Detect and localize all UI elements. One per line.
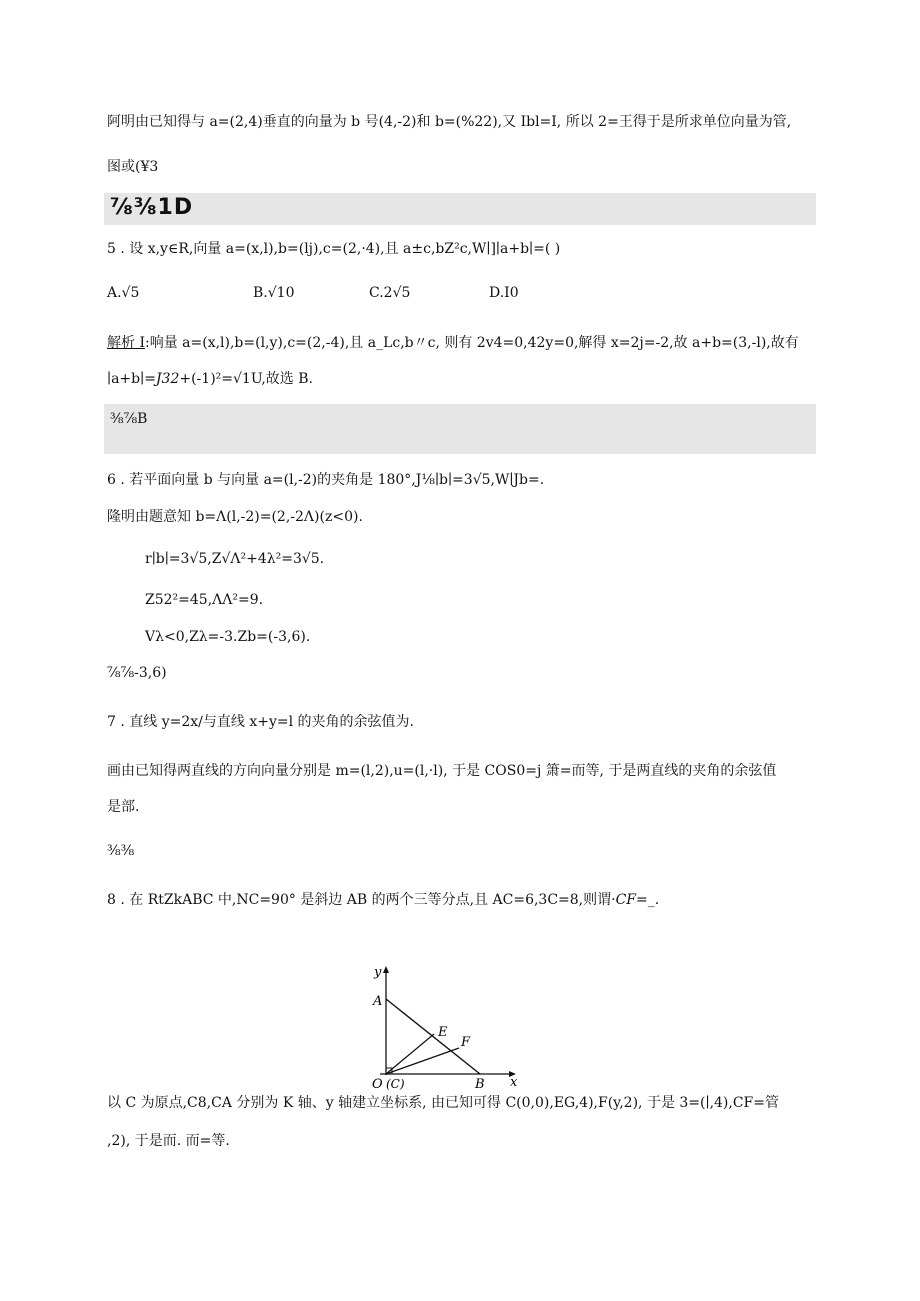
question-7-solution-line: 是部. [107, 799, 140, 815]
stem-text: 8 . 在 RtZkABC 中,NC=90° 是斜边 AB 的两个三等分点,且 AC=6,3C=8,则谓· [107, 892, 616, 908]
solution-text: :响量 a=(x,l),b=(l,y),c=(2,-4),且 a_Lc,b〃c, 则有 2v4=0,42y=0,解得 x=2j=-2,故 a+b=(3,-l),故有 [144, 335, 799, 351]
abs-sum: ∣a+b∣= [107, 371, 156, 387]
band-label: ⅞⅜1D [110, 195, 194, 220]
question-5-solution-line-1 [107, 333, 824, 353]
question-5-solution-line-2 [107, 369, 824, 389]
label-y: y [374, 965, 382, 980]
label-x: x [510, 1075, 518, 1090]
question-6-answer: ⅞⅞-3,6) [107, 665, 167, 681]
question-5-stem: 5 . 设 x,y∈R,向量 a=(x,l),b=(lj),c=(2,·4),且 a±c,bZ²c,W∣]∣a+b∣=( ) [107, 241, 561, 257]
segment-cf [386, 1048, 459, 1074]
question-6-solution-line: Z52²=45,ΛΛ²=9. [145, 592, 264, 608]
y-axis-arrow [383, 966, 389, 973]
answer-line: 图或(¥3 [107, 159, 159, 175]
segment-ce [386, 1034, 434, 1074]
label-b: B [475, 1077, 485, 1092]
question-7-stem: 7 . 直线 y=2x∕与直线 x+y=l 的夹角的余弦值为. [107, 714, 414, 730]
choice-c: C.2√5 [369, 285, 411, 301]
solution-line: 阿明由已知得与 a=(2,4)垂直的向量为 b 号(4,-2)和 b=(%22),又 Ibl=I, 所以 2=王得于是所求单位向量为管, [107, 114, 792, 130]
question-8-stem [107, 890, 824, 910]
solution-text: (-1)²=√1U,故选 B. [191, 371, 313, 387]
stem-vector: CF= [615, 892, 648, 908]
label-f: F [461, 1035, 471, 1050]
sqrt-expression: J32+ [155, 371, 192, 387]
label-e: E [438, 1025, 448, 1040]
question-7-solution-line: 画由已知得两直线的方向向量分别是 m=(l,2),u=(l,·l), 于是 COS0=j 箫=而等, 于是两直线的夹角的余弦值 [107, 763, 777, 779]
choice-b: B.√10 [253, 285, 295, 301]
solution-label: 解析 I [107, 335, 145, 351]
triangle-figure [364, 962, 524, 1092]
question-7-answer: ⅜⅜ [107, 843, 135, 859]
question-8-solution-line: ,2), 于是而. 而=等. [107, 1133, 230, 1149]
band-label: ⅜⅞B [110, 411, 148, 427]
label-o: O [372, 1077, 383, 1092]
question-8-solution-line: 以 C 为原点,C8,CA 分别为 K 轴、y 轴建立坐标系, 由已知可得 C(0,0),EG,4),F(y,2), 于是 3=(∣,4),CF=管 [107, 1095, 779, 1111]
question-6-solution-line: Vλ<0,Zλ=-3.Zb=(-3,6). [145, 629, 311, 645]
answer-band [104, 193, 816, 225]
question-6-solution-line: 隆明由题意知 b=Λ(l,-2)=(2,-2Λ)(z<0). [107, 509, 363, 525]
question-6-stem: 6 . 若平面向量 b 与向量 a=(l,-2)的夹角是 180°,J⅛∣b∣=3√5,W∣Jb=. [107, 472, 545, 488]
label-c: (C) [386, 1077, 405, 1091]
choice-a: A.√5 [107, 285, 140, 301]
choice-d: D.I0 [489, 285, 519, 301]
label-a: A [373, 994, 383, 1009]
question-6-solution-line: r∣b∣=3√5,Z√Λ²+4λ²=3√5. [145, 551, 325, 567]
stem-blank: _. [647, 892, 660, 908]
answer-band [104, 404, 816, 454]
